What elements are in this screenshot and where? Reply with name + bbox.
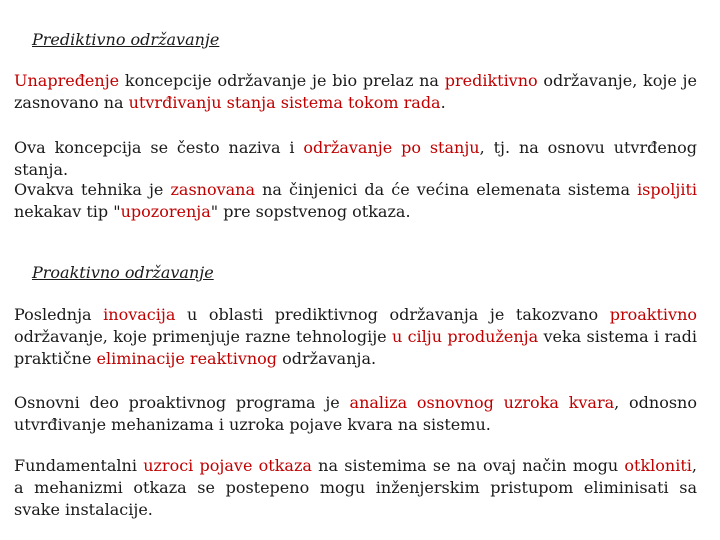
highlighted-term: Unapređenje [14, 71, 120, 90]
text-run: Osnovni deo proaktivnog programa je [14, 393, 350, 412]
text-run: Ovakva tehnika je [14, 180, 171, 199]
text-run: Ova koncepcija se često naziva i [14, 138, 304, 157]
text-run: na činjenici da će većina elemenata sistema [255, 180, 638, 199]
highlighted-term: zasnovana [170, 180, 256, 199]
text-run: u oblasti prediktivnog održavanja je takozvano [175, 305, 610, 324]
section-heading-proactive: Proaktivno održavanje [32, 263, 214, 282]
highlighted-term: u cilju produženja [391, 327, 539, 346]
text-run: koncepcije održavanje je bio prelaz na [119, 71, 445, 90]
paragraph-proactive-intro [14, 304, 697, 370]
highlighted-term: eliminacije reaktivnog [96, 349, 278, 368]
paragraph-warning-technique [14, 179, 697, 223]
text-run: održavanja. [277, 349, 377, 368]
paragraph-root-cause [14, 392, 697, 436]
text-run: na sistemima se na ovaj način mogu [311, 456, 625, 475]
paragraph-predictive-intro [14, 70, 697, 114]
text-run: , odnosno utvrđivanje mehanizama i uzroka pojave kvara na sistemu. [14, 393, 697, 434]
text-run: nekakav tip " [14, 202, 121, 221]
highlighted-term: inovacija [103, 305, 176, 324]
text-run: , tj. na osnovu utvrđenog stanja. [14, 138, 698, 179]
paragraph-fundamental-causes [14, 455, 697, 521]
text-run: " pre sopstvenog otkaza. [210, 202, 411, 221]
highlighted-term: održavanje po stanju [303, 138, 480, 157]
text-run: veka sistema i radi praktične [14, 327, 697, 368]
text-run: Fundamentalni [14, 456, 144, 475]
paragraph-condition-maintenance [14, 137, 697, 181]
highlighted-term: analiza osnovnog uzroka kvara [349, 393, 615, 412]
section-heading-predictive: Prediktivno održavanje [32, 30, 220, 49]
text-run: održavanje, koje primenjuje razne tehnologije [14, 327, 392, 346]
text-run: . [440, 93, 446, 112]
text-run: Poslednja [14, 305, 104, 324]
highlighted-term: proaktivno [609, 305, 697, 324]
highlighted-term: otkloniti [624, 456, 692, 475]
text-run: , a mehanizmi otkaza se postepeno mogu inženjerskim pristupom eliminisati sa svake instalacije. [14, 456, 697, 519]
highlighted-term: upozorenja [120, 202, 211, 221]
highlighted-term: ispoljiti [637, 180, 698, 199]
highlighted-term: prediktivno [444, 71, 538, 90]
highlighted-term: utvrđivanju stanja sistema tokom rada [128, 93, 441, 112]
highlighted-term: uzroci pojave otkaza [143, 456, 312, 475]
text-run: održavanje, koje je zasnovano na [14, 71, 697, 112]
